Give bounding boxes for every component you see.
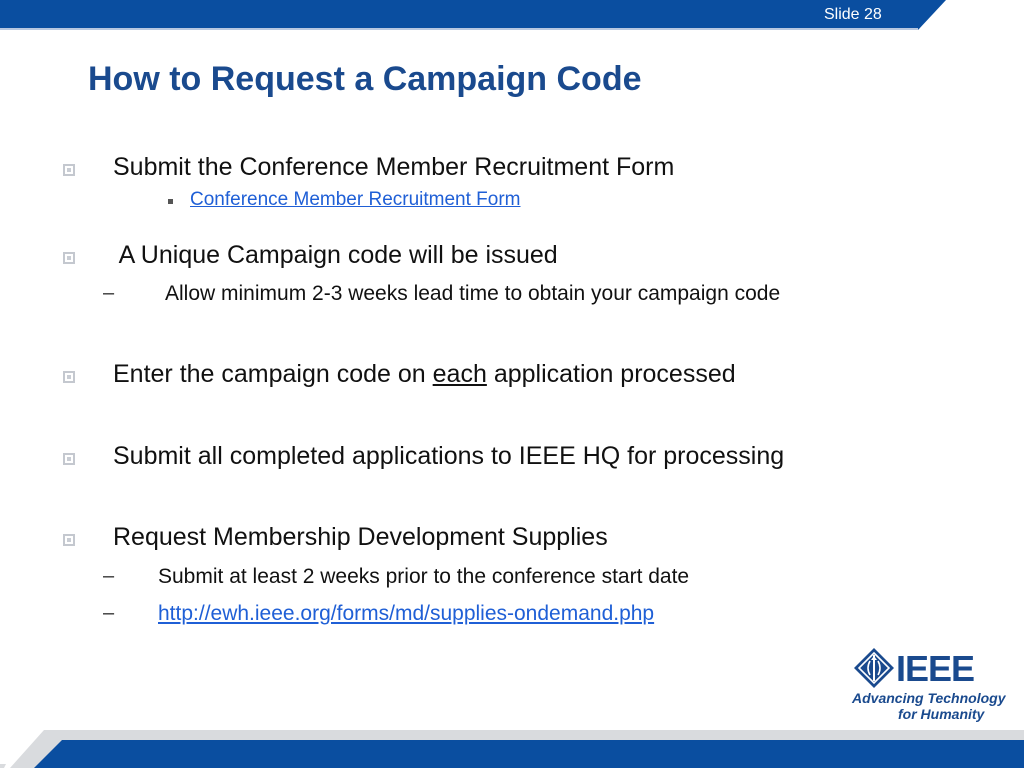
- bullet-2-text: A Unique Campaign code will be issued: [113, 241, 558, 269]
- bullet-2-subitem: Allow minimum 2-3 weeks lead time to obtain your campaign code: [165, 282, 781, 305]
- bullet-square-icon: [63, 453, 75, 465]
- logo-tagline-line1: Advancing Technology: [852, 690, 1006, 706]
- recruitment-form-link[interactable]: Conference Member Recruitment Form: [190, 189, 521, 210]
- bullet-square-icon: [63, 534, 75, 546]
- bottom-banner: [0, 728, 1024, 768]
- dash-marker: –: [103, 565, 115, 587]
- bullet-3-after: application processed: [486, 360, 736, 388]
- ieee-logo: [852, 646, 1006, 722]
- sub-bullet-square-icon: [168, 199, 173, 204]
- dash-marker: –: [103, 602, 115, 624]
- bullet-3-before: Enter the campaign code on: [113, 360, 433, 388]
- ieee-wordmark: IEEE: [896, 648, 975, 689]
- bullet-4-text: Submit all completed applications to IEEE HQ for processing: [113, 442, 785, 470]
- logo-tagline-line2: for Humanity: [898, 706, 985, 722]
- bullet-5-subitem-1: Submit at least 2 weeks prior to the conference start date: [158, 565, 690, 588]
- dash-marker: –: [103, 282, 115, 304]
- ieee-kite-icon: [852, 646, 896, 690]
- bullet-square-icon: [63, 164, 75, 176]
- slide-number: Slide 28: [824, 6, 882, 23]
- page-title: How to Request a Campaign Code: [88, 60, 642, 98]
- bullet-square-icon: [63, 371, 75, 383]
- bullet-square-icon: [63, 252, 75, 264]
- supplies-link[interactable]: http://ewh.ieee.org/forms/md/supplies-ondemand.php: [158, 602, 655, 625]
- bullet-3-text: [113, 360, 736, 389]
- bullet-3-emphasis: each: [432, 360, 487, 388]
- bullet-1-text: Submit the Conference Member Recruitment Form: [113, 153, 675, 181]
- bullet-5-text: Request Membership Development Supplies: [113, 523, 608, 551]
